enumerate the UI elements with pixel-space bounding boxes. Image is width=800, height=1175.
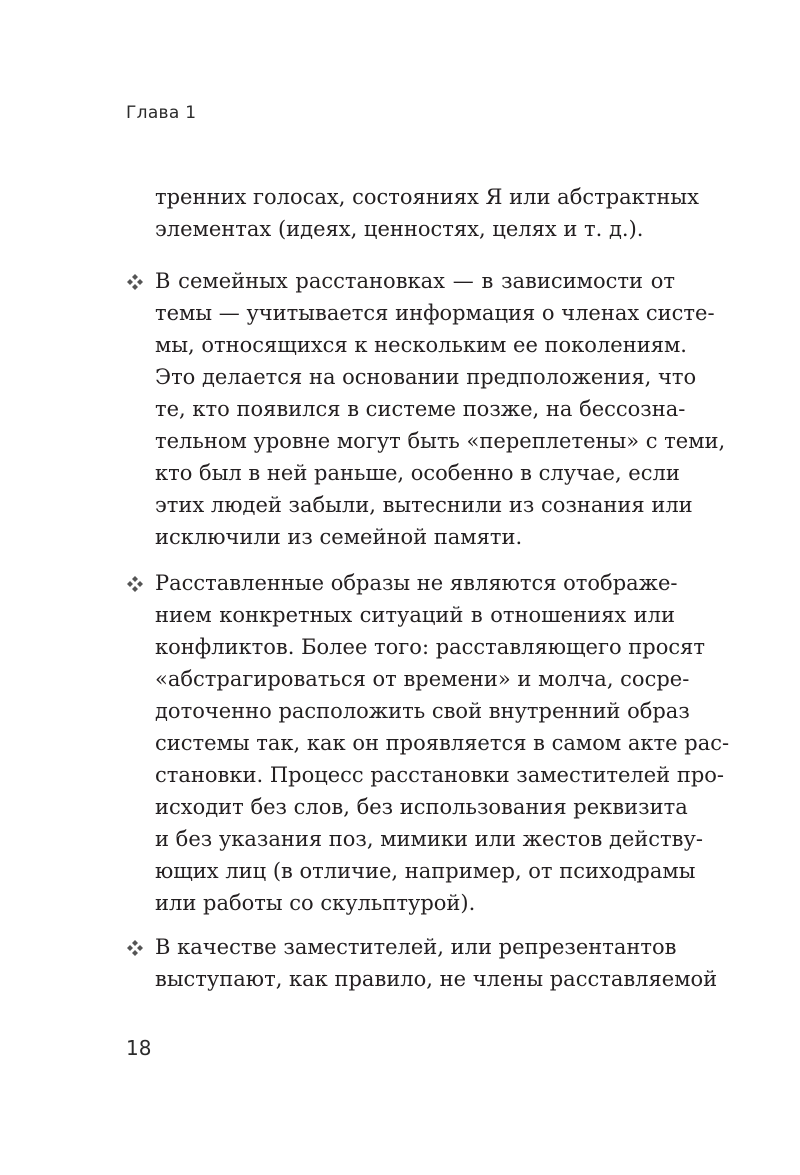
bullet-1-line: те, кто появился в системе позже, на бессозна- — [155, 397, 686, 421]
bullet-2-line: становки. Процесс расстановки заместителей про- — [155, 763, 725, 787]
continuation-line: элементах (идеях, ценностях, целях и т. д.). — [155, 217, 644, 241]
four-diamond-bullet-icon — [124, 573, 146, 595]
bullet-3-line: выступают, как правило, не члены расставляемой — [155, 967, 718, 991]
bullet-2-line: нием конкретных ситуаций в отношениях или — [155, 603, 675, 627]
four-diamond-bullet-icon — [124, 271, 146, 293]
bullet-1-line: мы, относящихся к нескольким ее поколениям. — [155, 333, 687, 357]
bullet-2-line: ющих лиц (в отличие, например, от психодрамы — [155, 859, 696, 883]
four-diamond-bullet-icon — [124, 937, 146, 959]
bullet-2-line: доточенно расположить свой внутренний образ — [155, 699, 690, 723]
bullet-1-line: этих людей забыли, вытеснили из сознания или — [155, 493, 693, 517]
bullet-1-line: кто был в ней раньше, особенно в случае, если — [155, 461, 680, 485]
running-head-chapter: Глава 1 — [126, 103, 197, 123]
bullet-2-line: Расставленные образы не являются отображе- — [155, 571, 678, 595]
bullet-2-line: конфликтов. Более того: расставляющего просят — [155, 635, 705, 659]
bullet-2-line: или работы со скульптурой). — [155, 891, 476, 915]
bullet-1-line: исключили из семейной памяти. — [155, 525, 523, 549]
continuation-line: тренних голосах, состояниях Я или абстрактных — [155, 185, 699, 209]
bullet-2-line: исходит без слов, без использования реквизита — [155, 795, 688, 819]
bullet-2-line: системы так, как он проявляется в самом акте рас- — [155, 731, 730, 755]
bullet-2-line: и без указания поз, мимики или жестов действу- — [155, 827, 703, 851]
bullet-2-line: «абстрагироваться от времени» и молча, сосре- — [155, 667, 690, 691]
page-number: 18 — [126, 1036, 152, 1060]
bullet-1-line: тельном уровне могут быть «переплетены» с теми, — [155, 429, 726, 453]
bullet-3-line: В качестве заместителей, или репрезентантов — [155, 935, 677, 959]
bullet-1-line: В семейных расстановках — в зависимости от — [155, 269, 675, 293]
bullet-1-line: темы — учитывается информация о членах систе- — [155, 301, 715, 325]
bullet-1-line: Это делается на основании предположения, что — [155, 365, 697, 389]
